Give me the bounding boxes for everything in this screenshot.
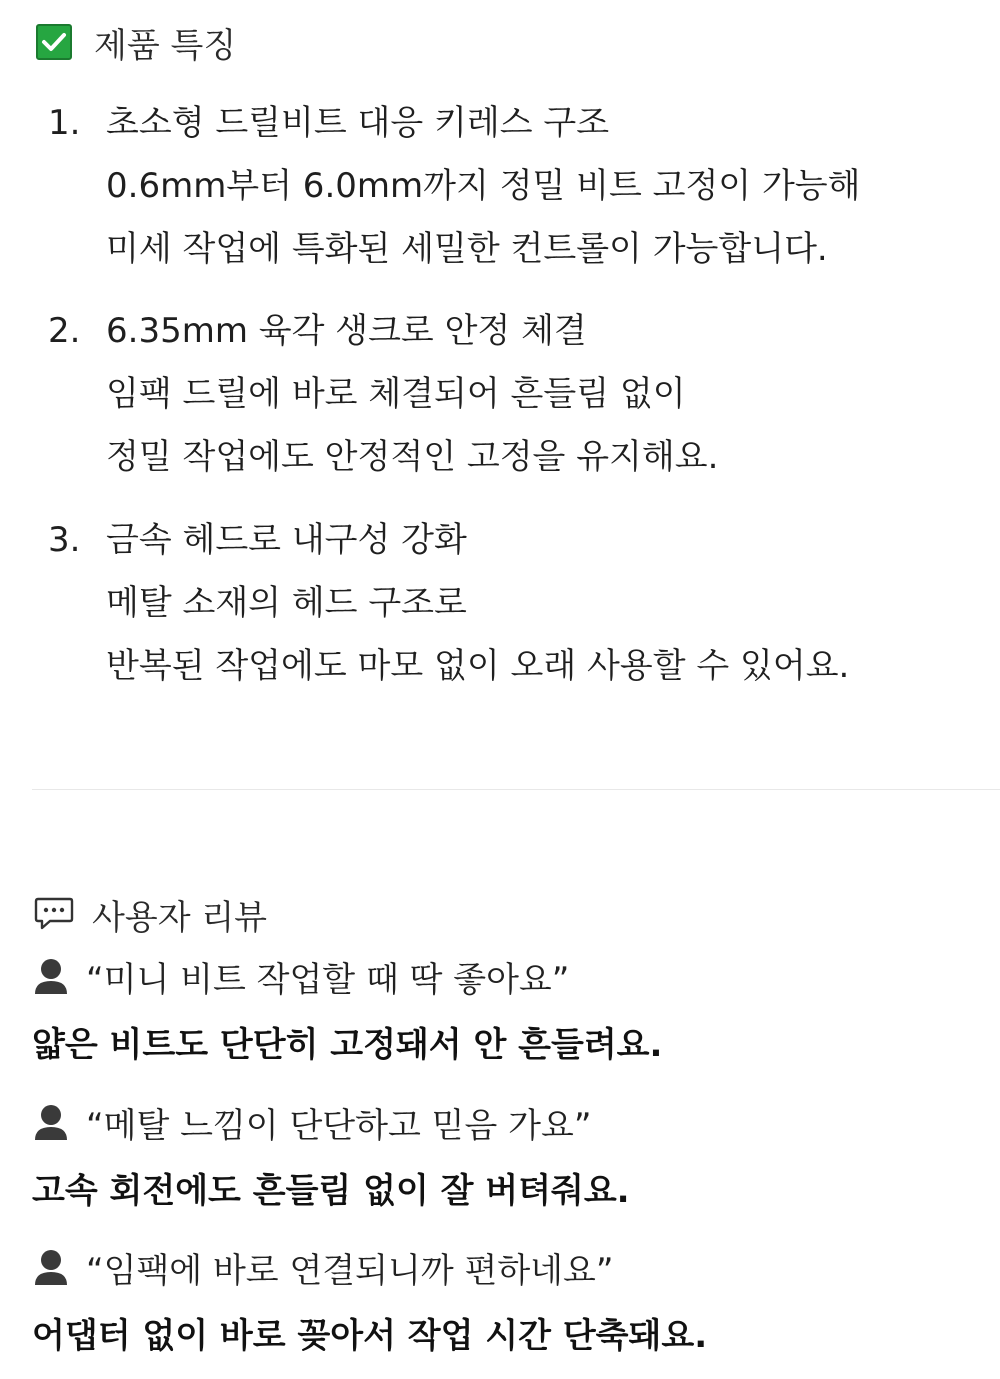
feature-title: 초소형 드릴비트 대응 키레스 구조 bbox=[106, 103, 610, 143]
review-body: 고속 회전에도 흔들림 없이 잘 버텨줘요. bbox=[32, 1171, 630, 1211]
review-item-3 bbox=[32, 1242, 707, 1357]
feature-number: 1. bbox=[48, 103, 81, 143]
feature-number: 3. bbox=[48, 520, 81, 560]
review-body: 어댑터 없이 바로 꽂아서 작업 시간 단축돼요. bbox=[32, 1316, 708, 1356]
feature-line: 0.6mm부터 6.0mm까지 정밀 비트 고정이 가능해 bbox=[106, 166, 861, 206]
feature-line: 미세 작업에 특화된 세밀한 컨트롤이 가능합니다. bbox=[106, 229, 828, 269]
feature-number: 2. bbox=[48, 311, 81, 351]
feature-title: 금속 헤드로 내구성 강화 bbox=[106, 520, 467, 560]
reviews-heading bbox=[34, 892, 267, 936]
person-silhouette-icon bbox=[32, 956, 70, 996]
person-silhouette-icon bbox=[32, 1247, 70, 1287]
feature-title: 6.35mm 육각 생크로 안정 체결 bbox=[106, 311, 587, 351]
person-silhouette-icon bbox=[32, 1102, 70, 1142]
review-item-2 bbox=[32, 1097, 630, 1212]
feature-line: 정밀 작업에도 안정적인 고정을 유지해요. bbox=[106, 437, 719, 477]
feature-line: 반복된 작업에도 마모 없이 오래 사용할 수 있어요. bbox=[106, 646, 850, 686]
features-heading bbox=[36, 22, 237, 66]
review-quote: “미니 비트 작업할 때 딱 좋아요” bbox=[86, 959, 570, 1000]
section-divider bbox=[32, 789, 1000, 790]
reviews-title: 사용자 리뷰 bbox=[92, 897, 268, 938]
feature-line: 메탈 소재의 헤드 구조로 bbox=[106, 583, 467, 623]
review-item-1 bbox=[32, 951, 662, 1066]
check-mark-icon bbox=[36, 24, 72, 60]
features-title: 제품 특징 bbox=[94, 25, 237, 66]
review-quote: “임팩에 바로 연결되니까 편하네요” bbox=[86, 1250, 614, 1291]
review-body: 얇은 비트도 단단히 고정돼서 안 흔들려요. bbox=[32, 1025, 663, 1065]
feature-line: 임팩 드릴에 바로 체결되어 흔들림 없이 bbox=[106, 374, 686, 414]
speech-bubble-icon bbox=[34, 896, 74, 932]
review-quote: “메탈 느낌이 단단하고 믿음 가요” bbox=[86, 1105, 592, 1146]
